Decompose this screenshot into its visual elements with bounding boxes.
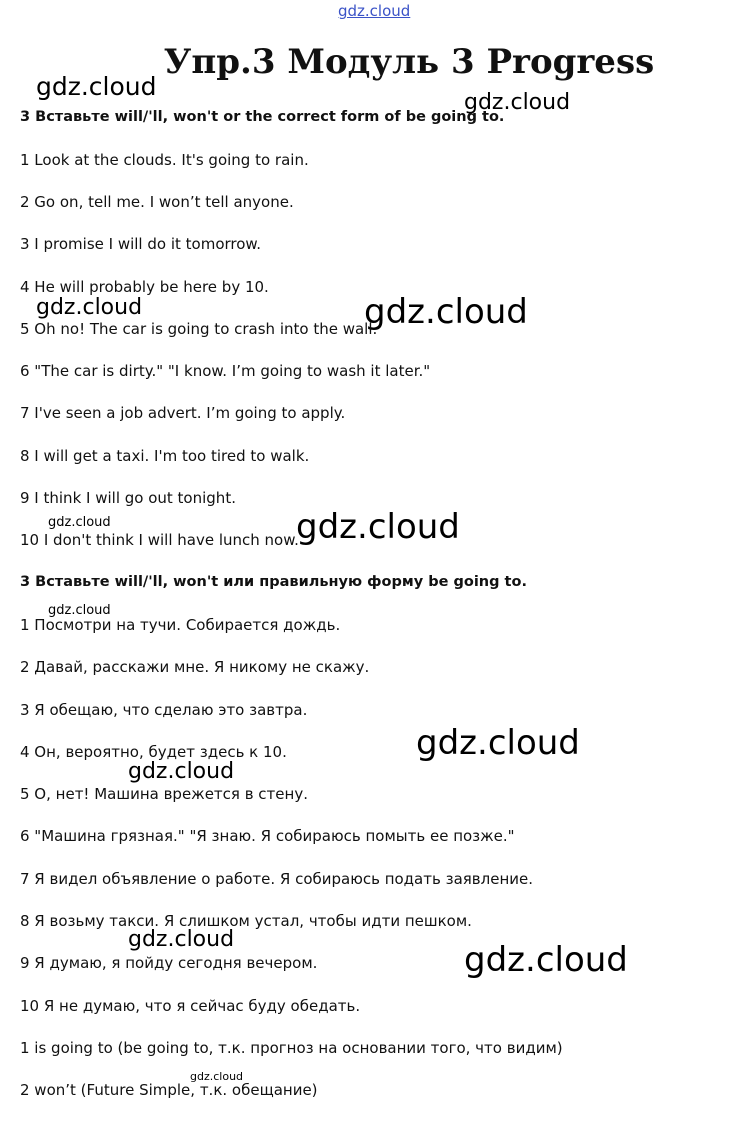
watermark: gdz.cloud [128,927,235,952]
english-answer-item: 9 I think I will go out tonight. [20,489,236,507]
english-answer-item: 4 He will probably be here by 10. [20,278,269,296]
english-answer-item: 10 I don't think I will have lunch now. [20,531,299,549]
watermark: gdz.cloud [48,603,111,618]
watermark: gdz.cloud [48,515,111,530]
watermark: gdz.cloud [128,759,235,784]
english-answer-item: 6 "The car is dirty." "I know. I’m going to wash it later." [20,362,431,380]
explanation-item: 2 won’t (Future Simple, т.к. обещание) [20,1081,318,1099]
english-answer-item: 5 Oh no! The car is going to crash into the wall. [20,320,378,338]
english-answer-item: 2 Go on, tell me. I won’t tell anyone. [20,193,294,211]
english-answer-item: 1 Look at the clouds. It's going to rain. [20,151,309,169]
watermark: gdz.cloud [36,72,157,101]
watermark: gdz.cloud [464,90,571,115]
watermark: gdz.cloud [364,292,528,332]
watermark: gdz.cloud [36,295,143,320]
english-exercise-heading: 3 Вставьте will/'ll, won't or the correct form of be going to. [20,109,505,125]
english-answer-item: 3 I promise I will do it tomorrow. [20,235,262,253]
russian-translation-item: 3 Я обещаю, что сделаю это завтра. [20,701,308,719]
russian-translation-item: 8 Я возьму такси. Я слишком устал, чтобы идти пешком. [20,912,472,930]
russian-translation-item: 5 О, нет! Машина врежется в стену. [20,785,308,803]
russian-translation-item: 7 Я видел объявление о работе. Я собираюсь подать заявление. [20,870,533,888]
watermark: gdz.cloud [464,940,628,980]
watermark: gdz.cloud [416,723,580,763]
watermark: gdz.cloud [296,507,460,547]
page-title: Упр.3 Модуль 3 Progress [163,42,655,82]
watermark: gdz.cloud [190,1070,244,1083]
russian-translation-item: 4 Он, вероятно, будет здесь к 10. [20,743,287,761]
explanation-item: 1 is going to (be going to, т.к. прогноз на основании того, что видим) [20,1039,563,1057]
russian-translation-item: 9 Я думаю, я пойду сегодня вечером. [20,954,318,972]
english-answer-item: 8 I will get a taxi. I'm too tired to walk. [20,447,310,465]
russian-exercise-heading: 3 Вставьте will/'ll, won't или правильную форму be going to. [20,574,527,590]
russian-translation-item: 6 "Машина грязная." "Я знаю. Я собираюсь помыть ее позже." [20,827,515,845]
english-answer-item: 7 I've seen a job advert. I’m going to apply. [20,404,346,422]
russian-translation-item: 1 Посмотри на тучи. Собирается дождь. [20,616,341,634]
russian-translation-item: 10 Я не думаю, что я сейчас буду обедать. [20,997,361,1015]
russian-translation-item: 2 Давай, расскажи мне. Я никому не скажу. [20,658,370,676]
watermark-top-link[interactable]: gdz.cloud [338,2,411,20]
